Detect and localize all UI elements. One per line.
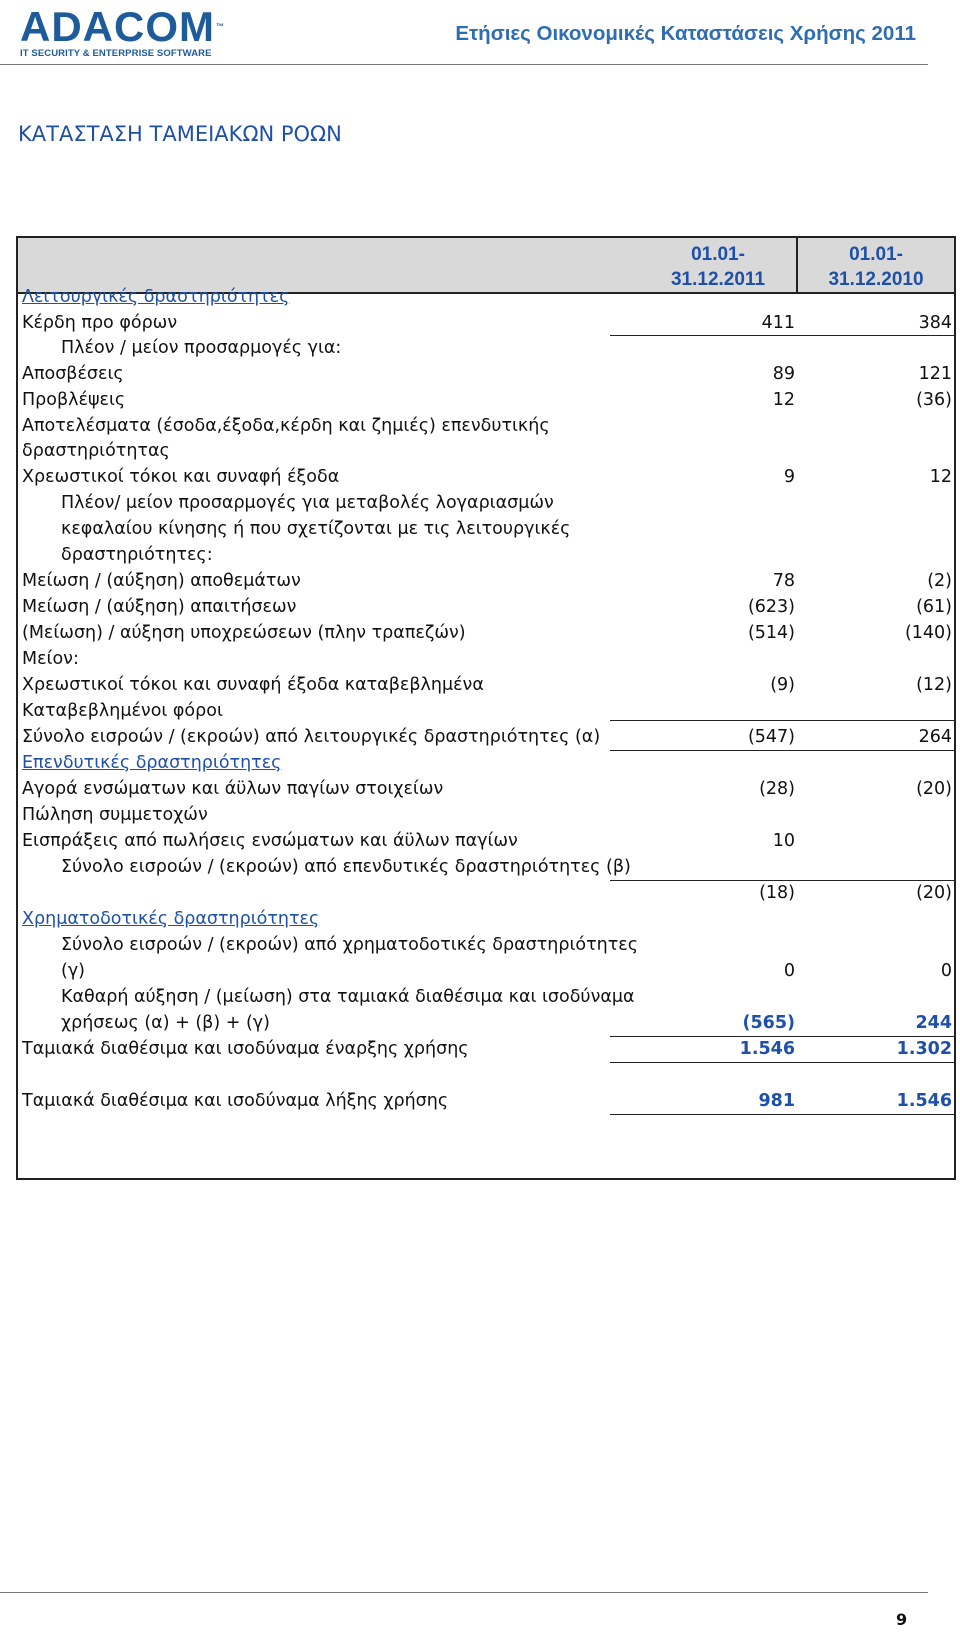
total-rule (610, 1036, 954, 1037)
total-rule (610, 1114, 954, 1115)
total-rule (610, 880, 954, 881)
total-rule (610, 750, 954, 751)
column-header-2010: 01.01- 31.12.2010 (828, 244, 924, 290)
header-divider (0, 64, 928, 65)
total-rule (610, 720, 954, 721)
page-number: 9 (896, 1610, 908, 1629)
footer-divider (0, 1592, 928, 1593)
logo-tagline: IT SECURITY & ENTERPRISE SOFTWARE (20, 48, 212, 59)
column-divider (796, 238, 798, 294)
total-rule (610, 1062, 954, 1063)
page-header (0, 0, 960, 66)
column-header-2011: 01.01- 31.12.2011 (670, 244, 766, 290)
company-logo: ADACOM™ IT SECURITY & ENTERPRISE SOFTWARE (20, 3, 225, 59)
cash-flow-table: 01.01- 31.12.2011 01.01- 31.12.2010 Λειτουργικές δραστηριότητες Κέρδη προ φόρων 411 384 Πλέον / μείον προσαρμογές για: Αποσβέσεις 89 121 Προβλέψεις 12 (36) Αποτελέσματα (έσοδα,έξοδα,κέρδη και ζημιές) επενδυτικής δραστηριότητας Χρεωστικοί τόκοι και συναφή έξοδα 9 12 Πλέον/ μείον προσαρμογές για μεταβολές λογαριασμών κεφαλαίου κίνησης ή που σχετίζονται με τις λειτουργικές δραστηριότητες: Μείωση / (αύξηση) αποθεμάτων 78 (2) Μείωση / (αύξηση) απαιτήσεων (623) (61) (Μείωση) / αύξηση υποχρεώσεων (πλην τραπεζών) (514) (140) Μείον: Χρεωστικοί τόκοι και συναφή έξοδα καταβεβλημένα (9) (12) Καταβεβλημένοι φόροι Σύνολο εισροών / (εκροών) από λειτουργικές δραστηριότητες (α) (547) 264 Επενδυτικές δραστηριότητες Αγορά ενσώματων και άϋλων παγίων στοιχείων (28) (20) Πώληση συμμετοχών Εισπράξεις από πωλήσεις ενσώματων και άϋλων παγίων 10 Σύνολο εισροών / (εκροών) από επενδυτικές δραστηριότητες (β) (18) (20) Χρηματοδοτικές δραστηριότητες Σύνολο εισροών / (εκροών) από χρηματοδοτικές δραστηριότητες (γ) 0 0 Καθαρή αύξηση / (μείωση) στα ταμιακά διαθέσιμα και ισοδύναμα χρήσεως (α) + (β) + (γ) (565) 244 Ταμιακά διαθέσιμα και ισοδύναμα έναρξης χρήσης 1.546 1.302 Ταμιακά διαθέσιμα και ισοδύναμα λήξης χρήσης 981 1.546 (16, 236, 956, 1180)
total-rule (610, 335, 954, 336)
document-title: Ετήσιες Οικονομικές Καταστάσεις Χρήσης 2011 (455, 22, 916, 45)
section-title: ΚΑΤΑΣΤΑΣΗ ΤΑΜΕΙΑΚΩΝ ΡΟΩΝ (18, 122, 342, 146)
